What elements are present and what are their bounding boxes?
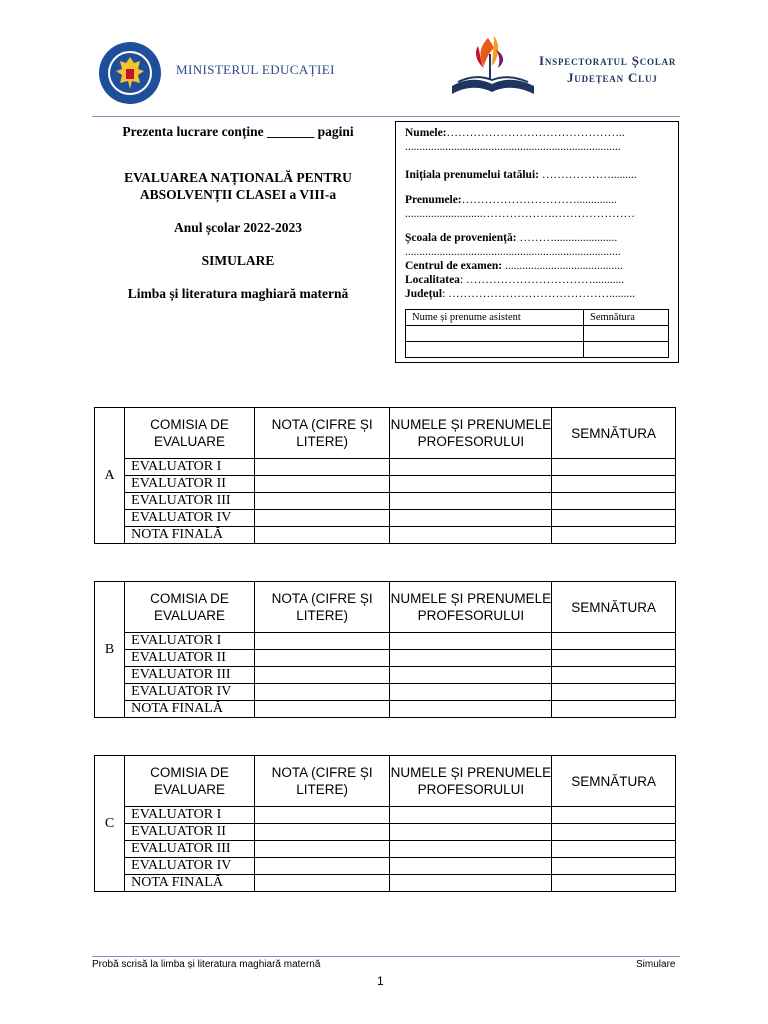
assistant-signature-cell[interactable]: [584, 326, 669, 342]
assistant-header-row: [406, 310, 669, 326]
signature-cell[interactable]: [552, 701, 676, 718]
grade-cell[interactable]: [254, 510, 390, 527]
evaluator-row: [95, 875, 676, 892]
evaluator-label: EVALUATOR IV: [125, 684, 255, 701]
assistant-name-header: Nume și prenume asistent: [406, 310, 584, 326]
grade-cell[interactable]: [254, 527, 390, 544]
commission-header: COMISIA DE EVALUARE: [125, 582, 255, 633]
signature-header: SEMNĂTURA: [552, 756, 676, 807]
evaluator-row: [95, 476, 676, 493]
teacher-name-cell[interactable]: [390, 633, 552, 650]
evaluation-table-c: [94, 755, 676, 892]
teacher-name-header: NUMELE ȘI PRENUMELE PROFESORULUI: [390, 408, 552, 459]
signature-cell[interactable]: [552, 510, 676, 527]
grade-cell[interactable]: [254, 650, 390, 667]
evaluator-row: [95, 807, 676, 824]
evaluator-row: [95, 824, 676, 841]
locality-label: Localitatea: [405, 274, 460, 286]
grade-cell[interactable]: [254, 633, 390, 650]
given-name-dots-2: ...........................……………….…………………: [405, 208, 635, 220]
assistant-row: [406, 342, 669, 358]
candidate-info-box: [395, 121, 679, 363]
evaluator-label: EVALUATOR II: [125, 476, 255, 493]
evaluator-row: [95, 684, 676, 701]
evaluator-row: [95, 633, 676, 650]
exam-center-field[interactable]: [405, 259, 672, 273]
simulation-label: SIMULARE: [201, 253, 275, 268]
eval-header-row: [95, 756, 676, 807]
page-number: 1: [377, 974, 384, 988]
evaluator-label: NOTA FINALĂ: [125, 701, 255, 718]
assistant-row: [406, 326, 669, 342]
teacher-name-cell[interactable]: [390, 875, 552, 892]
signature-cell[interactable]: [552, 807, 676, 824]
evaluator-label: EVALUATOR III: [125, 841, 255, 858]
grade-header: NOTA (CIFRE ȘI LITERE): [254, 582, 390, 633]
surname-label: Numele:: [405, 127, 447, 139]
signature-cell[interactable]: [552, 667, 676, 684]
teacher-name-cell[interactable]: [390, 841, 552, 858]
given-name-field[interactable]: [405, 193, 672, 207]
evaluator-row: [95, 667, 676, 684]
signature-cell[interactable]: [552, 824, 676, 841]
grade-cell[interactable]: [254, 701, 390, 718]
evaluator-label: EVALUATOR III: [125, 667, 255, 684]
isj-book-logo: [448, 34, 538, 102]
evaluator-label: EVALUATOR I: [125, 807, 255, 824]
grade-cell[interactable]: [254, 858, 390, 875]
table-letter: B: [95, 582, 125, 718]
father-initial-dots: ……………….........: [538, 169, 637, 181]
school-dots: ………......................: [516, 232, 618, 244]
isj-name-line2: Județean Cluj: [567, 70, 658, 85]
teacher-name-cell[interactable]: [390, 650, 552, 667]
school-field[interactable]: [405, 231, 672, 245]
evaluator-label: EVALUATOR IV: [125, 858, 255, 875]
evaluation-table-a: [94, 407, 676, 544]
subject-label: Limba și literatura maghiară maternă: [127, 286, 349, 301]
grade-cell[interactable]: [254, 841, 390, 858]
pages-count-line: Prezenta lucrare conține _______ pagini: [122, 124, 354, 139]
footer-subject: Probă scrisă la limba și literatura maghiară maternă: [92, 959, 321, 970]
county-field[interactable]: [405, 287, 672, 301]
signature-header: SEMNĂTURA: [552, 408, 676, 459]
government-seal-logo: [98, 41, 162, 105]
exam-center-label: Centrul de examen:: [405, 260, 503, 272]
header-divider: [92, 116, 680, 117]
teacher-name-cell[interactable]: [390, 824, 552, 841]
school-field-line2[interactable]: [405, 245, 672, 259]
evaluator-row: [95, 459, 676, 476]
grade-cell[interactable]: [254, 875, 390, 892]
evaluator-label: NOTA FINALĂ: [125, 875, 255, 892]
surname-field-line2[interactable]: [405, 140, 672, 154]
signature-cell[interactable]: [552, 858, 676, 875]
signature-cell[interactable]: [552, 459, 676, 476]
locality-field[interactable]: [405, 273, 672, 287]
grade-cell[interactable]: [254, 459, 390, 476]
grade-cell[interactable]: [254, 493, 390, 510]
signature-cell[interactable]: [552, 841, 676, 858]
teacher-name-cell[interactable]: [390, 476, 552, 493]
exam-title: [92, 169, 384, 203]
exam-center-dots: .........................................: [502, 260, 623, 272]
assistant-name-cell[interactable]: [406, 326, 584, 342]
teacher-name-cell[interactable]: [390, 459, 552, 476]
teacher-name-cell[interactable]: [390, 684, 552, 701]
given-name-dots: …………………………..............: [461, 194, 617, 206]
assistant-signature-header: Semnătura: [584, 310, 669, 326]
signature-cell[interactable]: [552, 493, 676, 510]
teacher-name-cell[interactable]: [390, 858, 552, 875]
grade-cell[interactable]: [254, 807, 390, 824]
surname-dots: ………………………………………..: [446, 127, 625, 139]
teacher-name-cell[interactable]: [390, 701, 552, 718]
evaluator-label: EVALUATOR III: [125, 493, 255, 510]
locality-dots: : ……………………………...........: [459, 274, 625, 286]
signature-cell[interactable]: [552, 684, 676, 701]
eval-header-row: [95, 582, 676, 633]
assistant-table: [405, 309, 669, 358]
teacher-name-cell[interactable]: [390, 510, 552, 527]
school-label: Școala de proveniență:: [405, 232, 517, 244]
county-label: Județul: [405, 288, 443, 300]
evaluator-label: EVALUATOR I: [125, 459, 255, 476]
exam-title-line2: ABSOLVENȚII CLASEI a VIII-a: [139, 187, 337, 202]
grade-header: NOTA (CIFRE ȘI LITERE): [254, 408, 390, 459]
signature-cell[interactable]: [552, 633, 676, 650]
evaluator-label: EVALUATOR I: [125, 633, 255, 650]
exam-title-block: [92, 124, 384, 302]
evaluator-row: [95, 650, 676, 667]
evaluator-row: [95, 510, 676, 527]
teacher-name-cell[interactable]: [390, 493, 552, 510]
surname-dots-2: ...........................................................................: [405, 141, 621, 153]
assistant-signature-cell[interactable]: [584, 342, 669, 358]
evaluator-row: [95, 493, 676, 510]
footer-divider: [92, 956, 680, 957]
signature-cell[interactable]: [552, 527, 676, 544]
given-name-label: Prenumele:: [405, 194, 462, 206]
grade-cell[interactable]: [254, 476, 390, 493]
father-initial-field[interactable]: [405, 168, 672, 182]
commission-header: COMISIA DE EVALUARE: [125, 756, 255, 807]
table-letter: A: [95, 408, 125, 544]
evaluator-label: EVALUATOR II: [125, 650, 255, 667]
signature-cell[interactable]: [552, 476, 676, 493]
teacher-name-cell[interactable]: [390, 807, 552, 824]
signature-cell[interactable]: [552, 650, 676, 667]
grade-cell[interactable]: [254, 667, 390, 684]
isj-name-line1: Inspectoratul Școlar: [539, 53, 677, 68]
grade-header: NOTA (CIFRE ȘI LITERE): [254, 756, 390, 807]
evaluator-label: NOTA FINALĂ: [125, 527, 255, 544]
teacher-name-header: NUMELE ȘI PRENUMELE PROFESORULUI: [390, 582, 552, 633]
evaluator-row: [95, 527, 676, 544]
evaluator-row: [95, 841, 676, 858]
eval-header-row: [95, 408, 676, 459]
teacher-name-cell[interactable]: [390, 527, 552, 544]
assistant-name-cell[interactable]: [406, 342, 584, 358]
grade-cell[interactable]: [254, 824, 390, 841]
evaluator-label: EVALUATOR II: [125, 824, 255, 841]
footer-simulation: Simulare: [636, 959, 676, 970]
ministry-name: MINISTERUL EDUCAȚIEI: [176, 62, 335, 77]
evaluator-row: [95, 701, 676, 718]
evaluator-row: [95, 858, 676, 875]
county-dots: : …………………………………….........: [442, 288, 636, 300]
commission-header: COMISIA DE EVALUARE: [125, 408, 255, 459]
evaluator-label: EVALUATOR IV: [125, 510, 255, 527]
exam-title-line1: EVALUAREA NAȚIONALĂ PENTRU: [124, 170, 352, 185]
isj-name: [539, 52, 676, 86]
signature-header: SEMNĂTURA: [552, 582, 676, 633]
school-year: Anul școlar 2022-2023: [173, 220, 302, 235]
grade-cell[interactable]: [254, 684, 390, 701]
signature-cell[interactable]: [552, 875, 676, 892]
surname-field[interactable]: [405, 126, 672, 140]
table-letter: C: [95, 756, 125, 892]
father-initial-label: Inițiala prenumelui tatălui:: [405, 169, 539, 181]
evaluation-table-b: [94, 581, 676, 718]
given-name-field-line2[interactable]: [405, 207, 672, 221]
school-dots-2: ...........................................................................: [405, 246, 621, 258]
teacher-name-header: NUMELE ȘI PRENUMELE PROFESORULUI: [390, 756, 552, 807]
teacher-name-cell[interactable]: [390, 667, 552, 684]
